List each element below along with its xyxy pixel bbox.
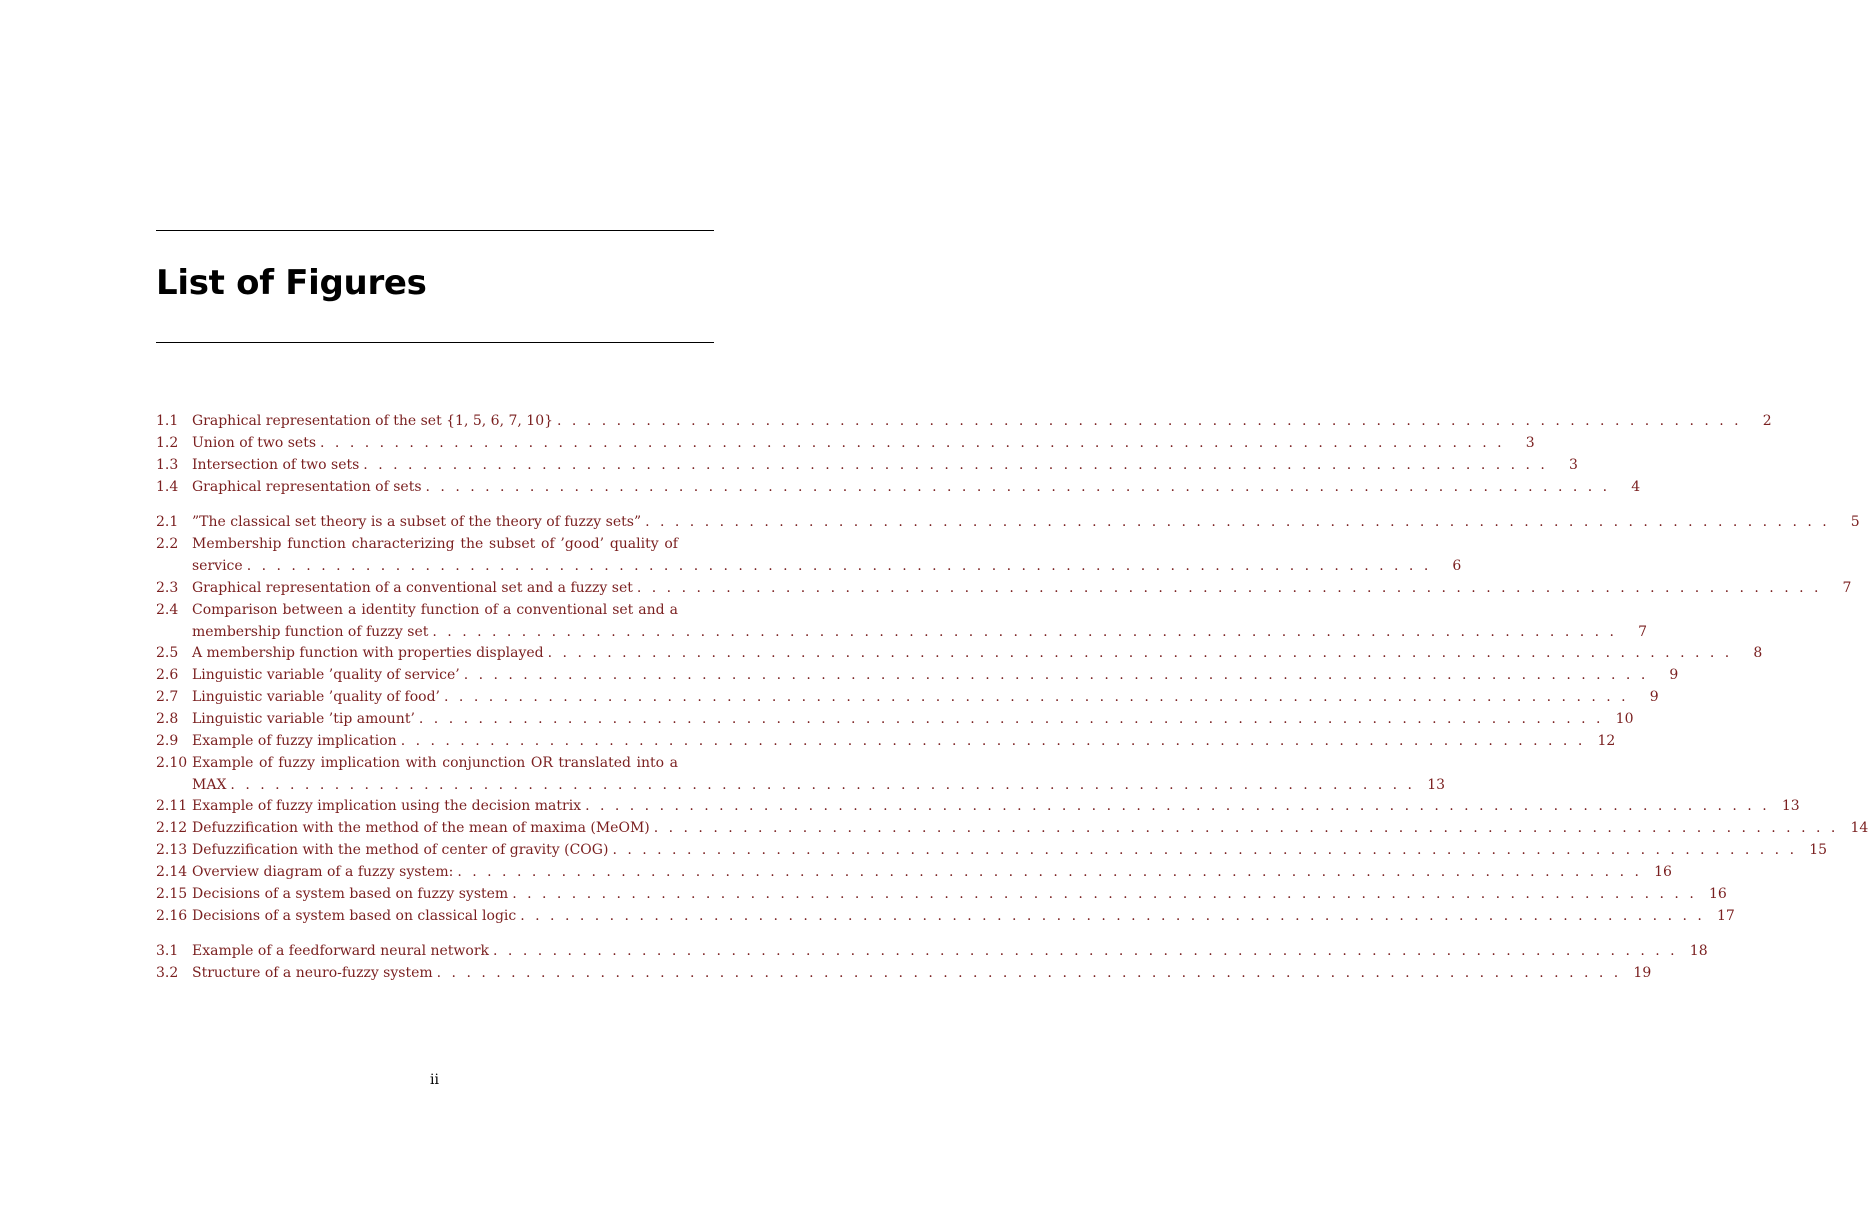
figure-entry[interactable] — [156, 963, 1652, 985]
leader-dots: . . . . . . . . . . . . . . . . . . . . . . . . . . . . . . . . . . . . . . . . . . . . . . . . . . . . . . . . . . . . . . . . . . . . . . . . . . . . . . . . — [612, 842, 1798, 859]
figure-number[interactable]: 2.4 — [156, 601, 179, 618]
figure-title-line1[interactable]: Comparison between a identity function of a conventional set and a — [192, 601, 678, 618]
figure-entry[interactable] — [156, 862, 1672, 884]
figure-number[interactable]: 2.2 — [156, 536, 179, 553]
leader-dots: . . . . . . . . . . . . . . . . . . . . . . . . . . . . . . . . . . . . . . . . . . . . . . . . . . . . . . . . . . . . . . . . . . . . . . . . . . . . . . . . — [363, 456, 1548, 473]
figure-page-number[interactable]: 18 — [1689, 943, 1708, 960]
figure-page-number[interactable]: 13 — [1427, 776, 1446, 793]
list-of-figures — [156, 411, 1868, 999]
figure-title-line1[interactable]: Example of fuzzy implication with conjunction OR translated into a — [192, 754, 678, 771]
figure-page-number[interactable]: 17 — [1717, 907, 1735, 924]
figure-title[interactable]: service — [192, 558, 243, 575]
figure-title[interactable]: Example of fuzzy implication — [192, 732, 397, 749]
figure-page-number[interactable]: 16 — [1708, 885, 1727, 902]
figure-title[interactable]: ”The classical set theory is a subset of the theory of fuzzy sets” — [192, 514, 642, 531]
leader-dots: . . . . . . . . . . . . . . . . . . . . . . . . . . . . . . . . . . . . . . . . . . . . . . . . . . . . . . . . . . . . . . . . . . . . . . . . . . . . . . . . — [493, 943, 1678, 960]
figure-page-number[interactable]: 15 — [1809, 842, 1828, 859]
leader-dots: . . . . . . . . . . . . . . . . . . . . . . . . . . . . . . . . . . . . . . . . . . . . . . . . . . . . . . . . . . . . . . . . . . . . . . . . . . . . . . . . — [436, 965, 1622, 982]
figure-entry[interactable] — [156, 433, 1535, 455]
figure-title[interactable]: Decisions of a system based on fuzzy system — [192, 885, 509, 902]
figure-page-number[interactable]: 12 — [1597, 732, 1616, 749]
figure-title[interactable]: MAX — [192, 776, 227, 793]
figure-page-number[interactable]: 7 — [1638, 623, 1647, 640]
leader-dots: . . . . . . . . . . . . . . . . . . . . . . . . . . . . . . . . . . . . . . . . . . . . . . . . . . . . . . . . . . . . . . . . . . . . . . . . . . . . . . . . — [418, 710, 1604, 727]
figure-title[interactable]: Linguistic variable ’quality of service’ — [192, 667, 460, 684]
figure-number[interactable]: 1.1 — [156, 413, 179, 429]
figure-entry[interactable] — [156, 906, 1735, 928]
figure-number[interactable]: 2.6 — [156, 667, 179, 684]
figure-title[interactable]: Example of fuzzy implication using the decision matrix — [192, 798, 582, 815]
figure-title[interactable]: Structure of a neuro-fuzzy system — [192, 965, 433, 982]
leader-dots: . . . . . . . . . . . . . . . . . . . . . . . . . . . . . . . . . . . . . . . . . . . . . . . . . . . . . . . . . . . . . . . . . . . . . . . . . . . . . . . . — [400, 732, 1586, 749]
figure-number[interactable]: 2.14 — [156, 863, 188, 880]
figure-title[interactable]: Intersection of two sets — [192, 456, 360, 473]
leader-dots: . . . . . . . . . . . . . . . . . . . . . . . . . . . . . . . . . . . . . . . . . . . . . . . . . . . . . . . . . . . . . . . . . . . . . . . . . . . . . . . . — [444, 689, 1629, 706]
leader-dots: . . . . . . . . . . . . . . . . . . . . . . . . . . . . . . . . . . . . . . . . . . . . . . . . . . . . . . . . . . . . . . . . . . . . . . . . . . . . . . . . — [636, 579, 1822, 596]
figure-page-number[interactable]: 13 — [1781, 798, 1800, 815]
figure-entry[interactable] — [156, 818, 1868, 840]
figure-entry[interactable] — [156, 455, 1578, 477]
figure-group — [156, 512, 1868, 927]
figure-page-number[interactable]: 6 — [1452, 558, 1462, 575]
figure-entry[interactable] — [156, 796, 1800, 818]
figure-entry[interactable] — [156, 643, 1763, 665]
figure-number[interactable]: 1.2 — [156, 434, 179, 451]
figure-entry[interactable] — [156, 411, 1772, 433]
figure-number[interactable]: 2.16 — [156, 907, 188, 924]
figure-title[interactable]: Example of a feedforward neural network — [192, 943, 490, 960]
top-rule — [156, 230, 714, 231]
figure-page-number[interactable]: 5 — [1850, 514, 1860, 531]
leader-dots: . . . . . . . . . . . . . . . . . . . . . . . . . . . . . . . . . . . . . . . . . . . . . . . . . . . . . . . . . . . . . . . . . . . . . . . . . . . . . . . . — [425, 478, 1611, 495]
figure-entry[interactable] — [156, 941, 1708, 963]
leader-dots: . . . . . . . . . . . . . . . . . . . . . . . . . . . . . . . . . . . . . . . . . . . . . . . . . . . . . . . . . . . . . . . . . . . . . . . . . . . . . . . . — [432, 623, 1617, 640]
figure-entry[interactable] — [156, 512, 1860, 534]
figure-page-number[interactable]: 8 — [1753, 645, 1763, 662]
leader-dots: . . . . . . . . . . . . . . . . . . . . . . . . . . . . . . . . . . . . . . . . . . . . . . . . . . . . . . . . . . . . . . . . . . . . . . . . . . . . . . . . — [512, 885, 1697, 902]
leader-dots: . . . . . . . . . . . . . . . . . . . . . . . . . . . . . . . . . . . . . . . . . . . . . . . . . . . . . . . . . . . . . . . . . . . . . . . . . . . . . . . . — [320, 434, 1505, 451]
leader-dots: . . . . . . . . . . . . . . . . . . . . . . . . . . . . . . . . . . . . . . . . . . . . . . . . . . . . . . . . . . . . . . . . . . . . . . . . . . . . . . . . — [230, 776, 1416, 793]
figure-page-number[interactable]: 2 — [1762, 413, 1772, 429]
figure-number[interactable]: 2.12 — [156, 820, 188, 837]
figure-number[interactable]: 2.10 — [156, 754, 188, 771]
figure-title[interactable]: A membership function with properties displayed — [192, 645, 544, 662]
figure-title[interactable]: Graphical representation of the set {1, 5, 6, 7, 10} — [192, 413, 554, 429]
figure-entry[interactable] — [156, 665, 1679, 687]
leader-dots: . . . . . . . . . . . . . . . . . . . . . . . . . . . . . . . . . . . . . . . . . . . . . . . . . . . . . . . . . . . . . . . . . . . . . . . . . . . . . . . . — [653, 820, 1839, 837]
figure-page-number[interactable]: 3 — [1568, 456, 1578, 473]
figure-title[interactable]: Defuzzification with the method of the mean of maxima (MeOM) — [192, 820, 650, 837]
leader-dots: . . . . . . . . . . . . . . . . . . . . . . . . . . . . . . . . . . . . . . . . . . . . . . . . . . . . . . . . . . . . . . . . . . . . . . . . . . . . . . . . — [585, 798, 1770, 815]
figure-entry[interactable] — [156, 600, 1647, 644]
figure-entry[interactable] — [156, 753, 1446, 797]
figure-page-number[interactable]: 3 — [1525, 434, 1535, 451]
figure-group — [156, 411, 1772, 498]
figure-entry[interactable] — [156, 534, 1462, 578]
figure-number[interactable]: 2.7 — [156, 689, 179, 706]
figure-number[interactable]: 1.3 — [156, 456, 179, 473]
figure-number[interactable]: 1.4 — [156, 478, 179, 495]
figure-page-number[interactable]: 19 — [1633, 965, 1652, 982]
figure-page-number[interactable]: 9 — [1669, 667, 1679, 684]
figure-entry[interactable] — [156, 709, 1634, 731]
figure-number[interactable]: 3.2 — [156, 965, 179, 982]
figure-number[interactable]: 2.3 — [156, 579, 179, 596]
leader-dots: . . . . . . . . . . . . . . . . . . . . . . . . . . . . . . . . . . . . . . . . . . . . . . . . . . . . . . . . . . . . . . . . . . . . . . . . . . . . . . . . — [547, 645, 1733, 662]
figure-title[interactable]: membership function of fuzzy set — [192, 623, 429, 640]
figure-entry[interactable] — [156, 687, 1659, 709]
figure-page-number[interactable]: 16 — [1654, 863, 1672, 880]
leader-dots: . . . . . . . . . . . . . . . . . . . . . . . . . . . . . . . . . . . . . . . . . . . . . . . . . . . . . . . . . . . . . . . . . . . . . . . . . . . . . . . . — [520, 907, 1705, 924]
figure-title[interactable]: Decisions of a system based on classical logic — [192, 907, 517, 924]
figure-title[interactable]: Linguistic variable ’quality of food’ — [192, 689, 441, 706]
figure-title[interactable]: Union of two sets — [192, 434, 317, 451]
figure-number[interactable]: 2.11 — [156, 798, 188, 815]
figure-number[interactable]: 2.8 — [156, 710, 179, 727]
figure-number[interactable]: 2.15 — [156, 885, 188, 902]
leader-dots: . . . . . . . . . . . . . . . . . . . . . . . . . . . . . . . . . . . . . . . . . . . . . . . . . . . . . . . . . . . . . . . . . . . . . . . . . . . . . . . . — [645, 514, 1830, 531]
figure-title[interactable]: Overview diagram of a fuzzy system: — [192, 863, 454, 880]
figure-page-number[interactable]: 14 — [1850, 820, 1868, 837]
leader-dots: . . . . . . . . . . . . . . . . . . . . . . . . . . . . . . . . . . . . . . . . . . . . . . . . . . . . . . . . . . . . . . . . . . . . . . . . . . . . . . . . — [463, 667, 1649, 684]
figure-title[interactable]: Graphical representation of sets — [192, 478, 422, 495]
page-title: List of Figures — [156, 263, 427, 303]
bottom-rule — [156, 342, 714, 343]
figure-number[interactable]: 2.1 — [156, 514, 179, 531]
figure-title[interactable]: Linguistic variable ’tip amount’ — [192, 710, 415, 727]
figure-title[interactable]: Graphical representation of a conventional set and a fuzzy set — [192, 579, 633, 596]
figure-entry[interactable] — [156, 731, 1616, 753]
figure-entry[interactable] — [156, 578, 1852, 600]
figure-number[interactable]: 2.5 — [156, 645, 179, 662]
page-number: ii — [430, 1072, 439, 1088]
figure-entry[interactable] — [156, 884, 1727, 906]
figure-title[interactable]: Defuzzification with the method of center of gravity (COG) — [192, 842, 609, 859]
leader-dots: . . . . . . . . . . . . . . . . . . . . . . . . . . . . . . . . . . . . . . . . . . . . . . . . . . . . . . . . . . . . . . . . . . . . . . . . . . . . . . . . — [457, 863, 1642, 880]
leader-dots: . . . . . . . . . . . . . . . . . . . . . . . . . . . . . . . . . . . . . . . . . . . . . . . . . . . . . . . . . . . . . . . . . . . . . . . . . . . . . . . . — [246, 558, 1432, 575]
figure-page-number[interactable]: 4 — [1631, 478, 1641, 495]
figure-entry[interactable] — [156, 477, 1641, 499]
leader-dots: . . . . . . . . . . . . . . . . . . . . . . . . . . . . . . . . . . . . . . . . . . . . . . . . . . . . . . . . . . . . . . . . . . . . . . . . . . . . . . . . — [557, 413, 1742, 429]
figure-group — [156, 941, 1708, 985]
figure-title-line1[interactable]: Membership function characterizing the subset of ’good’ quality of — [192, 536, 678, 553]
figure-page-number[interactable]: 10 — [1615, 710, 1634, 727]
figure-number[interactable]: 2.13 — [156, 842, 188, 859]
figure-number[interactable]: 3.1 — [156, 943, 179, 960]
figure-page-number[interactable]: 9 — [1649, 689, 1659, 706]
figure-entry[interactable] — [156, 840, 1828, 862]
figure-number[interactable]: 2.9 — [156, 732, 179, 749]
figure-page-number[interactable]: 7 — [1842, 579, 1852, 596]
